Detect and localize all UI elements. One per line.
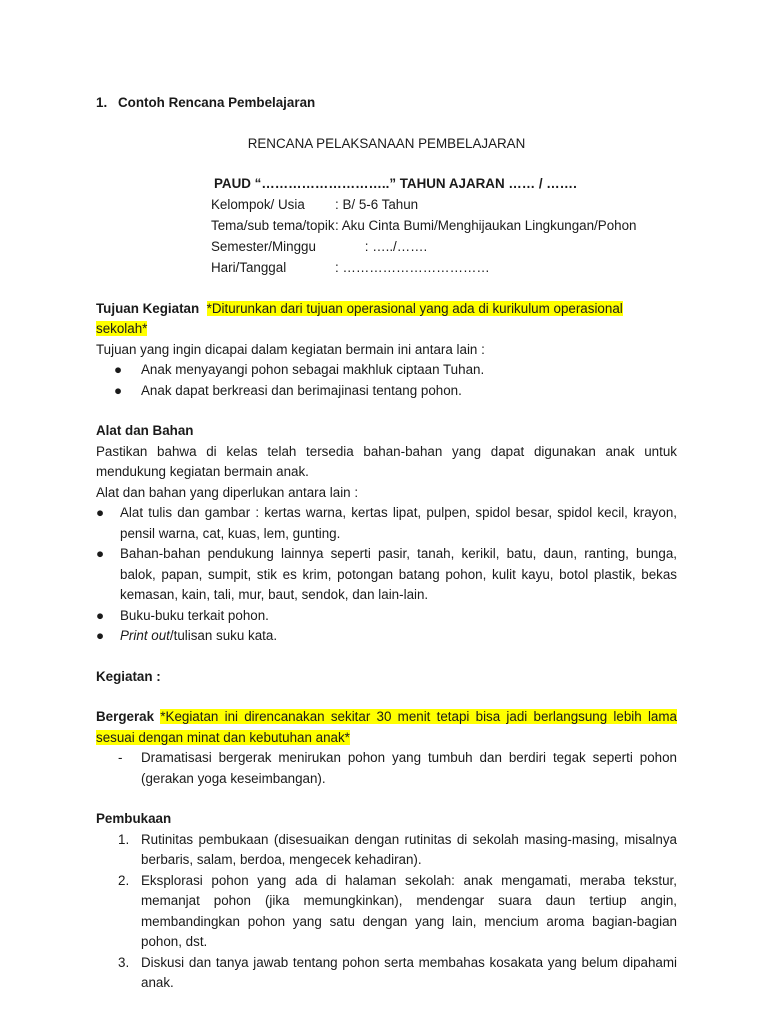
alat-intro: Alat dan bahan yang diperlukan antara lain :	[96, 484, 359, 500]
meta-row	[211, 237, 677, 258]
tujuan-intro: Tujuan yang ingin dicapai dalam kegiatan bermain ini antara lain :	[96, 341, 485, 357]
list-number: 2.	[118, 872, 130, 888]
list-item	[96, 626, 677, 647]
section-heading	[96, 93, 677, 114]
section-number: 1.	[96, 95, 108, 110]
doc-title: RENCANA PELAKSANAAN PEMBELAJARAN	[247, 135, 526, 151]
alat-paragraph: Pastikan bahwa di kelas telah tersedia bahan-bahan yang dapat digunakan anak untuk mendukung kegiatan bermain anak.	[96, 443, 677, 479]
tujuan-note: *Diturunkan dari tujuan operasional yang ada di kurikulum operasional sekolah*	[96, 300, 623, 336]
list-item-text: Diskusi dan tanya jawab tentang pohon serta membahas kosakata yang belum dipahami anak.	[141, 954, 677, 990]
bullet-icon: ●	[96, 628, 105, 643]
bergerak-heading	[96, 707, 677, 748]
tujuan-heading	[96, 299, 677, 340]
meta-block	[96, 195, 677, 279]
tujuan-list	[96, 360, 677, 401]
document-page	[96, 93, 677, 994]
paud-line: PAUD “………………………..” TAHUN AJARAN …… / …….	[214, 176, 577, 191]
list-item-text: Bahan-bahan pendukung lainnya seperti pasir, tanah, kerikil, batu, daun, ranting, bunga, balok, papan, sumpit, stik es krim, potongan batang pohon, kulit kayu, botol plastik, bekas kemasan, kain, tali, mur, baut, sendok, dan lain-lain.	[120, 546, 677, 602]
dash-icon: -	[118, 750, 123, 765]
meta-value: : Aku Cinta Bumi/Menghijaukan Lingkungan/Pohon	[335, 217, 637, 233]
bullet-icon: ●	[114, 382, 123, 398]
list-number: 1.	[118, 831, 130, 847]
meta-key: Kelompok/ Usia	[211, 196, 305, 212]
list-item-text: Anak menyayangi pohon sebagai makhluk ciptaan Tuhan.	[141, 362, 485, 377]
section-heading-text: Contoh Rencana Pembelajaran	[118, 95, 316, 110]
tujuan-title: Tujuan Kegiatan	[96, 300, 200, 316]
list-item	[96, 606, 677, 627]
bullet-icon: ●	[96, 607, 105, 623]
list-item-text: /tulisan suku kata.	[169, 628, 278, 643]
meta-row	[211, 216, 677, 237]
list-item	[96, 871, 677, 953]
list-item	[96, 503, 677, 544]
list-item	[96, 544, 677, 606]
bullet-icon: ●	[96, 546, 105, 561]
list-item	[96, 381, 677, 402]
bergerak-title: Bergerak	[96, 709, 155, 724]
meta-row	[211, 195, 677, 216]
list-item-text: Rutinitas pembukaan (disesuaikan dengan rutinitas di sekolah masing-masing, misalnya berbaris, salam, berdoa, mengecek kehadiran).	[141, 831, 677, 867]
alat-title: Alat dan Bahan	[96, 423, 194, 438]
meta-value: : ……………………………	[335, 259, 490, 275]
pembukaan-title: Pembukaan	[96, 811, 172, 826]
list-item-italic: Print out	[120, 628, 170, 643]
list-item	[96, 953, 677, 994]
meta-value: : …../…….	[335, 238, 428, 254]
list-item-text: Anak dapat berkreasi dan berimajinasi tentang pohon.	[141, 382, 462, 398]
list-item-text: Alat tulis dan gambar : kertas warna, kertas lipat, pulpen, spidol besar, spidol kecil, krayon, pensil warna, cat, kuas, lem, gunting.	[120, 505, 677, 541]
list-item	[96, 748, 677, 789]
list-item	[96, 360, 677, 381]
list-item-text: Eksplorasi pohon yang ada di halaman sekolah: anak mengamati, meraba tekstur, memanjat pohon (jika memungkinkan), mendengar suara daun tertiup angin, membandingkan pohon yang satu dengan yang lain, mencium aroma bagian-bagian pohon, dst.	[141, 872, 677, 949]
meta-value: : B/ 5-6 Tahun	[335, 196, 419, 212]
pembukaan-list	[96, 830, 677, 994]
bergerak-list	[96, 748, 677, 789]
list-item-text: Dramatisasi bergerak menirukan pohon yang tumbuh dan berdiri tegak seperti pohon (gerakan yoga keseimbangan).	[141, 750, 677, 786]
kegiatan-title: Kegiatan :	[96, 668, 161, 684]
list-item	[96, 830, 677, 871]
list-number: 3.	[118, 954, 130, 970]
alat-list	[96, 503, 677, 647]
meta-key: Semester/Minggu	[211, 238, 316, 254]
bullet-icon: ●	[96, 505, 105, 520]
meta-key: Hari/Tanggal	[211, 259, 287, 275]
bullet-icon: ●	[114, 362, 123, 377]
list-item-text: Buku-buku terkait pohon.	[120, 607, 269, 623]
meta-row	[211, 258, 677, 279]
bergerak-note: *Kegiatan ini direncanakan sekitar 30 menit tetapi bisa jadi berlangsung lebih lama sesuai dengan minat dan kebutuhan anak*	[96, 709, 677, 745]
meta-key: Tema/sub tema/topik	[211, 217, 335, 233]
